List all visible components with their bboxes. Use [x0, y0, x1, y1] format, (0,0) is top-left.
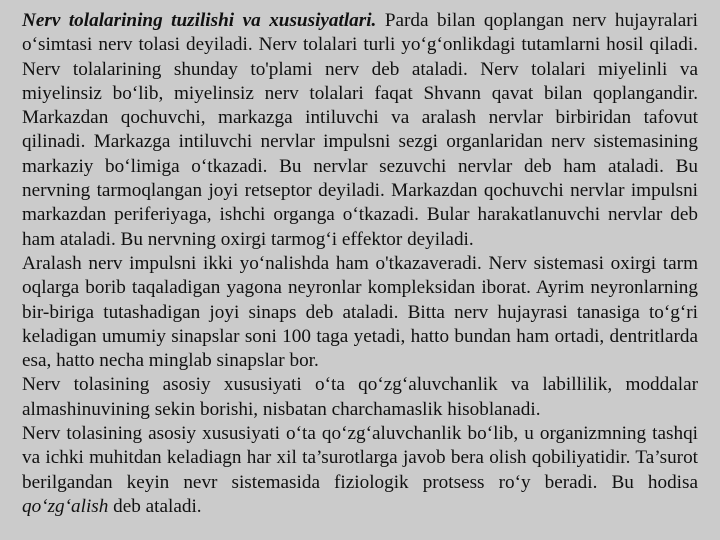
paragraph-text-before: Nerv tolasining asosiy xususiyati o‘ta qo‘zg‘aluvchanlik bo‘lib, u organizmning tashqi va ichki muhitdan keladiagn har xil ta’surotlarga javob bera olish qobiliyatidir. Ta’surot berilgandan keyin nevr sistemasida fiziologik protsess ro‘y beradi. Bu hodisa	[22, 423, 698, 493]
paragraph-text: Aralash nerv impulsni ikki yo‘nalishda ham o'tkazaveradi. Nerv sistemasi oxirgi tarm oqlarga borib taqaladigan yagona neyronlar kompleksidan iborat. Ayrim neyronlarning bir-biriga tutashadigan joyi sinaps deb ataladi. Bitta nerv hujayrasi tanasiga to‘g‘ri keladigan umumiy sinapslar soni 100 taga yetadi, hatto bundan ham ortadi, dentritlarda esa, hatto necha minglab sinapslar bor.	[22, 252, 698, 372]
paragraph-mixed-nerve	[22, 252, 698, 373]
paragraph-nerve-fibers	[22, 9, 698, 252]
paragraph-text-after: deb ataladi.	[108, 495, 202, 517]
paragraph-text: Parda bilan qoplangan nerv hujayralari o‘simtasi nerv tolasi deyiladi. Nerv tolalari turli yo‘g‘onlikdagi tutamlarni hosil qiladi. Nerv tolalarining shunday to'plami nerv deb ataladi. Nerv tolalari miyelinli va miyelinsiz bo‘lib, miyelinsiz nerv tolalari faqat Shvann qavat bilan qoplangandir. Markazdan qochuvchi, markazga intiluvchi va aralash nervlar birbiridan tafovut qilinadi. Markazga intiluvchi nervlar impulsni sezgi organlaridan nerv sistemasining markaziy bo‘limiga o‘tkazadi. Bu nervlar sezuvchi nervlar deb ham ataladi. Bu nervning tarmoqlangan joyi retseptor deyiladi. Markazdan qochuvchi nervlar impulsni markazdan periferiyaga, ishchi organga o‘tkazadi. Bular harakatlanuvchi nervlar deb ham ataladi. Bu nervning oxirgi tarmog‘i effektor deyiladi.	[22, 10, 698, 250]
paragraph-fiber-properties	[22, 373, 698, 422]
section-title: Nerv tolalarining tuzilishi va xususiyatlari.	[22, 10, 377, 31]
italic-term: qo‘zg‘alish	[22, 495, 109, 517]
paragraph-excitability	[22, 422, 698, 519]
paragraph-text: Nerv tolasining asosiy xususiyati o‘ta qo‘zg‘aluvchanlik va labillilik, moddalar almashinuvining sekin borishi, nisbatan charchamaslik hisoblanadi.	[22, 374, 698, 420]
